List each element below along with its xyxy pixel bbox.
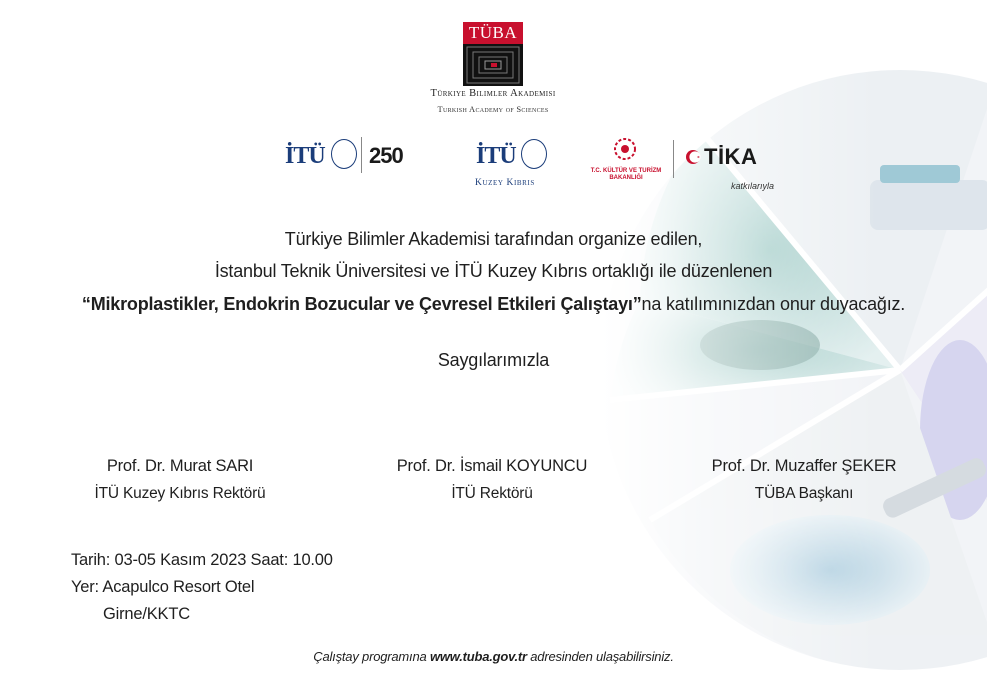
body-line-1: Türkiye Bilimler Akademisi tarafından organize edilen, [284,229,703,249]
kultur-line1: T.C. KÜLTÜR VE TURİZM [590,168,662,174]
signatory-name: Prof. Dr. Muzaffer ŞEKER [711,457,897,475]
body-line-3 [0,294,987,315]
tuba-website-link[interactable]: www.tuba.gov.tr [429,649,527,664]
itu-logo-text: İTÜ [285,143,325,169]
event-city: Girne/KKTC [103,605,190,623]
itu-seal-icon [331,139,357,169]
signatory-name: Prof. Dr. Murat SARI [106,457,254,475]
body-line-2: İstanbul Teknik Üniversitesi ve İTÜ Kuzey Kıbrıs ortaklığı ile düzenlenen [214,261,773,281]
signatory-role: İTÜ Rektörü [451,485,533,502]
tuba-logo-label: TÜBA [468,23,518,42]
tika-logo: TİKA [704,144,758,169]
katki-label: katkılarıyla [731,181,775,191]
signatory-role: İTÜ Kuzey Kıbrıs Rektörü [94,485,266,502]
event-place: Yer: Acapulco Resort Otel [71,578,255,596]
logo-divider [361,137,362,173]
itu-kk-seal-icon [521,139,547,169]
kultur-ministry-logo [585,168,667,182]
tuba-emblem-graphic [463,44,523,86]
crescent-star-icon [684,147,704,167]
itu-kk-subtitle: Kuzey Kıbrıs [475,178,535,188]
kultur-emblem-icon [613,137,637,165]
itu-logo [285,143,325,170]
academy-name-en: Turkish Academy of Sciences [437,104,549,114]
program-note-suffix: adresinden ulaşabilirsiniz. [526,649,674,664]
closing-text: Saygılarımızla [437,350,550,370]
event-date: Tarih: 03-05 Kasım 2023 Saat: 10.00 [71,551,333,569]
itu-kk-logo [476,143,516,170]
workshop-title: “Mikroplastikler, Endokrin Bozucular ve Çevresel Etkileri Çalıştayı” [81,294,642,314]
academy-name: Türkiye Bilimler Akademisi [430,88,556,99]
signatory-name: Prof. Dr. İsmail KOYUNCU [396,457,588,475]
tuba-emblem [463,44,523,86]
logo-divider-2 [673,140,674,178]
itu-250-logo: 250 [369,143,403,168]
kultur-line2: BAKANLIĞI [609,175,643,181]
body-line-3-rest: na katılımınızdan onur duyacağız. [641,294,906,314]
signatory-role: TÜBA Başkanı [754,485,854,502]
tuba-logo [463,22,523,44]
itu-kk-logo-text: İTÜ [476,143,516,169]
program-note [0,649,987,664]
program-note-prefix: Çalıştay programına [313,649,430,664]
